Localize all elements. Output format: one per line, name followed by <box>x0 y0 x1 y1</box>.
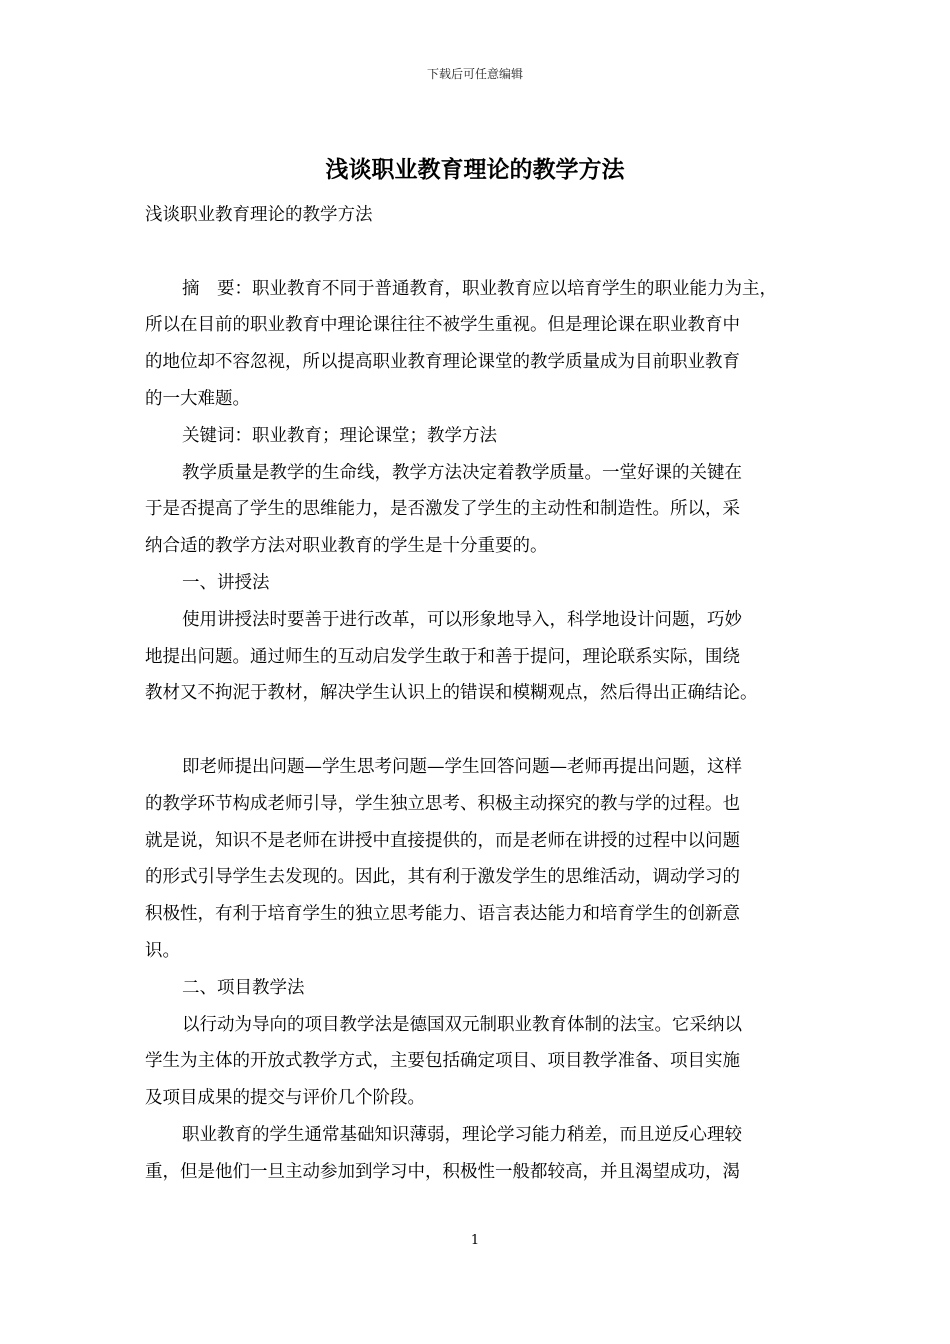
text-line: 以行动为导向的项目教学法是德国双元制职业教育体制的法宝。它采纳以 <box>182 1014 742 1035</box>
blank-line <box>145 234 810 271</box>
text-line: 识。 <box>145 940 180 961</box>
text-line: 浅谈职业教育理论的教学方法 <box>145 205 373 225</box>
text-line: 教材又不拘泥于教材，解决学生认识上的错误和模糊观点，然后得出正确结论。 <box>145 683 758 704</box>
text-line: 一、讲授法 <box>182 572 270 593</box>
text-line: 二、项目教学法 <box>182 977 305 998</box>
text-line: 地提出问题。通过师生的互动启发学生敢于和善于提问，理论联系实际，围绕 <box>145 646 740 667</box>
section-heading <box>145 565 810 602</box>
text-line: 所以在目前的职业教育中理论课往往不被学生重视。但是理论课在职业教育中 <box>145 315 740 336</box>
text-line: 积极性，有利于培育学生的独立思考能力、语言表达能力和培育学生的创新意 <box>145 904 740 925</box>
page-header: 下载后可任意编辑 <box>426 67 523 81</box>
section-heading <box>145 970 810 1007</box>
body-paragraph <box>145 1117 810 1191</box>
body-paragraph <box>145 602 810 712</box>
text-line: 重，但是他们一旦主动参加到学习中，积极性一般都较高，并且渴望成功，渴 <box>145 1161 740 1182</box>
text-line: 职业教育的学生通常基础知识薄弱，理论学习能力稍差，而且逆反心理较 <box>182 1124 742 1145</box>
text-line: 及项目成果的提交与评价几个阶段。 <box>145 1088 425 1109</box>
text-line: 的地位却不容忽视，所以提高职业教育理论课堂的教学质量成为目前职业教育 <box>145 352 740 373</box>
body-paragraph <box>145 749 810 970</box>
text-line: 纳合适的教学方法对职业教育的学生是十分重要的。 <box>145 536 548 557</box>
text-line: 使用讲授法时要善于进行改革，可以形象地导入，科学地设计问题，巧妙 <box>182 609 742 630</box>
document-title: 浅谈职业教育理论的教学方法 <box>325 156 625 183</box>
keywords-paragraph <box>145 418 810 455</box>
text-line: 于是否提高了学生的思维能力，是否激发了学生的主动性和制造性。所以，采 <box>145 499 740 520</box>
text-line: 即老师提出问题—学生思考问题—学生回答问题—老师再提出问题，这样 <box>182 756 742 777</box>
subtitle-paragraph <box>145 197 810 234</box>
text-line: 学生为主体的开放式教学方式，主要包括确定项目、项目教学准备、项目实施 <box>145 1051 740 1072</box>
text-line: 的形式引导学生去发现的。因此，其有利于激发学生的思维活动，调动学习的 <box>145 867 740 888</box>
text-line: 就是说，知识不是老师在讲授中直接提供的，而是老师在讲授的过程中以问题 <box>145 830 740 851</box>
text-line: 教学质量是教学的生命线，教学方法决定着教学质量。一堂好课的关键在 <box>182 462 742 483</box>
text-line: 关键词：职业教育；理论课堂；教学方法 <box>182 425 497 446</box>
text-line: 摘 要：职业教育不同于普通教育，职业教育应以培育学生的职业能力为主， <box>182 278 777 299</box>
abstract-paragraph <box>145 271 810 418</box>
body-paragraph <box>145 1007 810 1117</box>
blank-line <box>145 712 810 749</box>
document-body <box>145 197 810 1191</box>
page-number: 1 <box>470 1233 480 1248</box>
text-line: 的教学环节构成老师引导，学生独立思考、积极主动探究的教与学的过程。也 <box>145 793 740 814</box>
text-line: 的一大难题。 <box>145 388 250 409</box>
body-paragraph <box>145 455 810 565</box>
